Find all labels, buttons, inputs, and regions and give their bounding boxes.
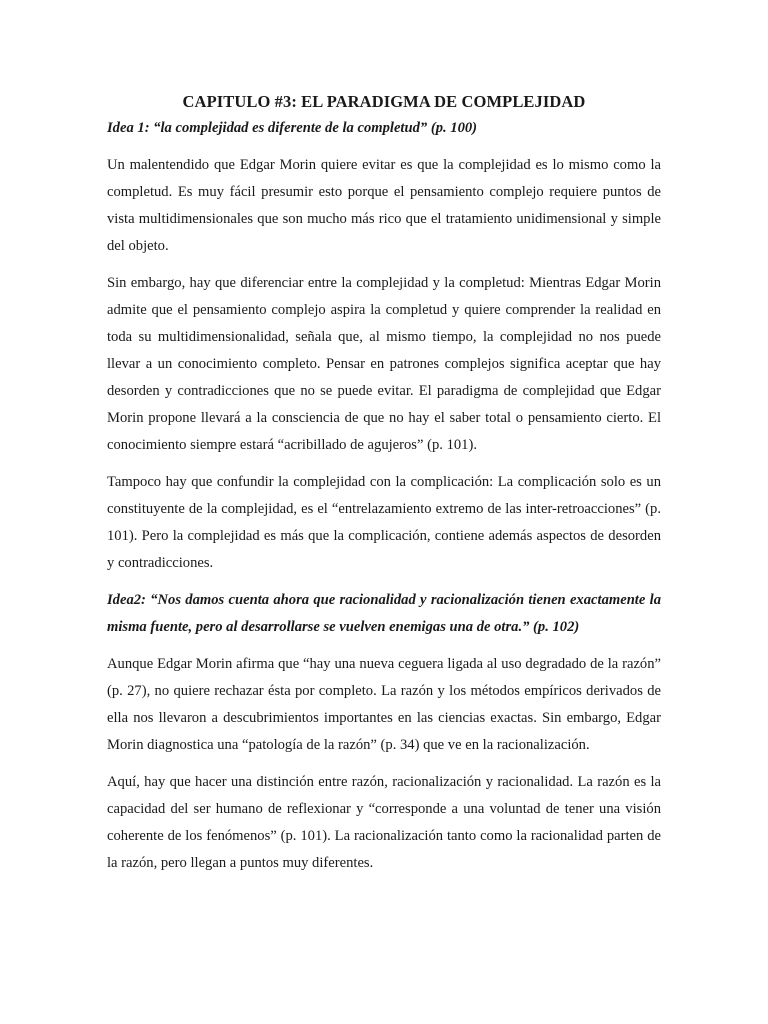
paragraph-5: Aquí, hay que hacer una distinción entre razón, racionalización y racionalidad. La razón es la capacidad del ser humano de reflexionar y “corresponde a una voluntad de tener una visión coherente de los fenómenos” (p. 101). La racionalización tanto como la racionalidad parten de la razón, pero llegan a puntos muy diferentes. bbox=[107, 774, 661, 871]
paragraph-1: Un malentendido que Edgar Morin quiere evitar es que la complejidad es lo mismo como la completud. Es muy fácil presumir esto porque el pensamiento complejo requiere puntos de vista multidimensionales que son mucho más rico que el tratamiento unidimensional y simple del objeto. bbox=[107, 157, 661, 254]
paragraph-2: Sin embargo, hay que diferenciar entre la complejidad y la completud: Mientras Edgar Morin admite que el pensamiento complejo aspira la completud y quiere comprender la realidad en toda su multidimensionalidad, señala que, al mismo tiempo, la complejidad no nos puede llevar a un conocimiento completo. Pensar en patrones complejos significa aceptar que hay desorden y contradicciones que no se puede evitar. El paradigma de complejidad que Edgar Morin propone llevará a la consciencia de que no hay el saber total o pensamiento cierto. El conocimiento siempre estará “acribillado de agujeros” (p. 101). bbox=[107, 275, 661, 453]
idea-1-heading: Idea 1: “la complejidad es diferente de la completud” (p. 100) bbox=[107, 120, 478, 136]
document-body bbox=[107, 92, 661, 877]
paragraph-4: Aunque Edgar Morin afirma que “hay una nueva ceguera ligada al uso degradado de la razón” (p. 27), no quiere rechazar ésta por completo. La razón y los métodos empíricos derivados de ella nos llevaron a descubrimientos importantes en las ciencias exactas. Sin embargo, Edgar Morin diagnostica una “patología de la razón” (p. 34) que ve en la racionalización. bbox=[107, 656, 661, 753]
chapter-title: CAPITULO #3: EL PARADIGMA DE COMPLEJIDAD bbox=[182, 92, 586, 111]
paragraph-3: Tampoco hay que confundir la complejidad con la complicación: La complicación solo es un constituyente de la complejidad, es el “entrelazamiento extremo de las inter-retroacciones” (p. 101). Pero la complejidad es más que la complicación, contiene además aspectos de desorden y contradicciones. bbox=[107, 474, 661, 571]
idea-2-heading: Idea2: “Nos damos cuenta ahora que racionalidad y racionalización tienen exactamente la misma fuente, pero al desarrollarse se vuelven enemigas una de otra.” (p. 102) bbox=[107, 592, 661, 635]
